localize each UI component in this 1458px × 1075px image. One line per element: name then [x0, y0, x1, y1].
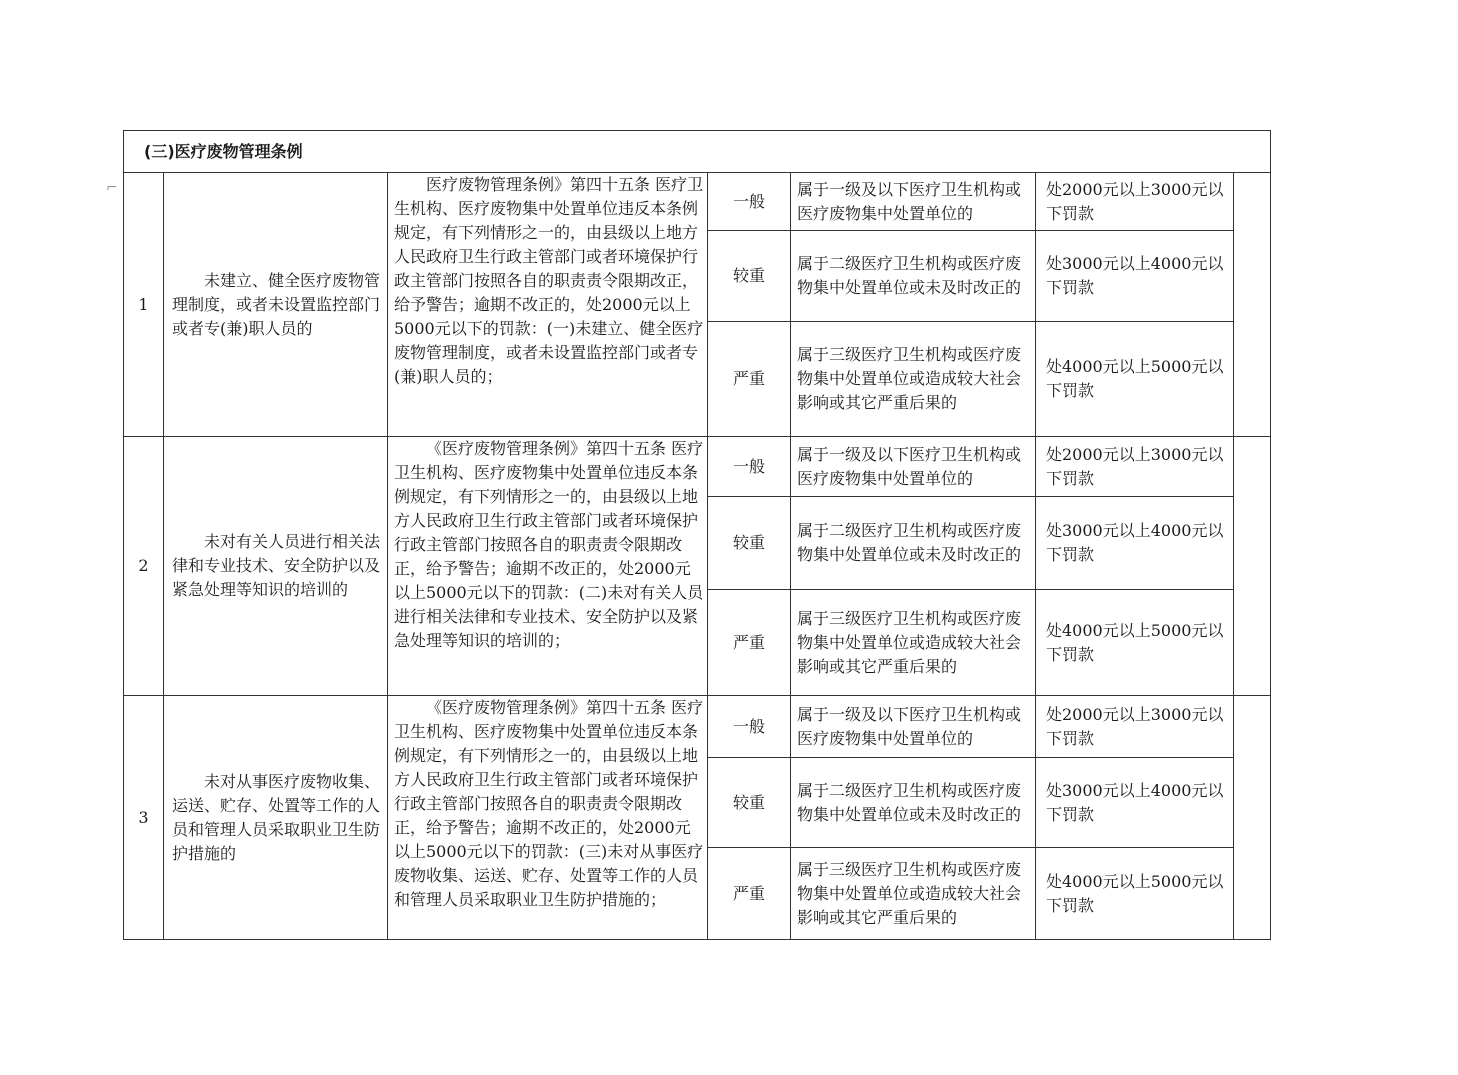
table-row — [124, 437, 1271, 497]
row-number: 1 — [124, 173, 164, 437]
remarks-cell — [1234, 437, 1271, 696]
severity-condition: 属于一级及以下医疗卫生机构或医疗废物集中处置单位的 — [791, 696, 1036, 758]
penalty-standard: 处2000元以上3000元以下罚款 — [1036, 437, 1234, 497]
penalty-standards-table — [123, 130, 1271, 940]
penalty-standard: 处2000元以上3000元以下罚款 — [1036, 696, 1234, 758]
severity-condition: 属于二级医疗卫生机构或医疗废物集中处置单位或未及时改正的 — [791, 497, 1036, 590]
remarks-cell — [1234, 696, 1271, 940]
section-header-row — [124, 131, 1271, 173]
table-row — [124, 696, 1271, 758]
severity-level: 严重 — [708, 848, 791, 940]
severity-level: 一般 — [708, 173, 791, 231]
margin-mark-icon: ⌐ — [106, 180, 118, 196]
severity-level: 较重 — [708, 497, 791, 590]
severity-level: 一般 — [708, 696, 791, 758]
legal-basis: 《医疗废物管理条例》第四十五条 医疗卫生机构、医疗废物集中处置单位违反本条例规定，有下列情形之一的，由县级以上地方人民政府卫生行政主管部门或者环境保护行政主管部门按照各自的职责责令限期改正，给予警告；逾期不改正的，处2000元以上5000元以下的罚款：(二)未对有关人员进行相关法律和专业技术、安全防护以及紧急处理等知识的培训的； — [388, 437, 708, 696]
violation-behavior: 未对从事医疗废物收集、运送、贮存、处置等工作的人员和管理人员采取职业卫生防护措施的 — [164, 696, 388, 940]
row-number: 2 — [124, 437, 164, 696]
severity-level: 一般 — [708, 437, 791, 497]
row-number: 3 — [124, 696, 164, 940]
severity-level: 较重 — [708, 758, 791, 848]
penalty-standard: 处3000元以上4000元以下罚款 — [1036, 497, 1234, 590]
violation-behavior: 未对有关人员进行相关法律和专业技术、安全防护以及紧急处理等知识的培训的 — [164, 437, 388, 696]
table-row — [124, 173, 1271, 231]
penalty-standard: 处2000元以上3000元以下罚款 — [1036, 173, 1234, 231]
severity-level: 较重 — [708, 231, 791, 322]
severity-condition: 属于三级医疗卫生机构或医疗废物集中处置单位或造成较大社会影响或其它严重后果的 — [791, 590, 1036, 696]
severity-condition: 属于一级及以下医疗卫生机构或医疗废物集中处置单位的 — [791, 173, 1036, 231]
severity-condition: 属于二级医疗卫生机构或医疗废物集中处置单位或未及时改正的 — [791, 758, 1036, 848]
penalty-standard: 处4000元以上5000元以下罚款 — [1036, 848, 1234, 940]
severity-condition: 属于三级医疗卫生机构或医疗废物集中处置单位或造成较大社会影响或其它严重后果的 — [791, 848, 1036, 940]
severity-condition: 属于二级医疗卫生机构或医疗废物集中处置单位或未及时改正的 — [791, 231, 1036, 322]
penalty-standard: 处3000元以上4000元以下罚款 — [1036, 758, 1234, 848]
violation-behavior: 未建立、健全医疗废物管理制度，或者未设置监控部门或者专(兼)职人员的 — [164, 173, 388, 437]
severity-condition: 属于一级及以下医疗卫生机构或医疗废物集中处置单位的 — [791, 437, 1036, 497]
severity-level: 严重 — [708, 590, 791, 696]
severity-condition: 属于三级医疗卫生机构或医疗废物集中处置单位或造成较大社会影响或其它严重后果的 — [791, 322, 1036, 437]
penalty-standard: 处4000元以上5000元以下罚款 — [1036, 322, 1234, 437]
legal-basis: 医疗废物管理条例》第四十五条 医疗卫生机构、医疗废物集中处置单位违反本条例规定，有下列情形之一的，由县级以上地方人民政府卫生行政主管部门或者环境保护行政主管部门按照各自的职责责令限期改正，给予警告；逾期不改正的，处2000元以上5000元以下的罚款：(一)未建立、健全医疗废物管理制度，或者未设置监控部门或者专(兼)职人员的； — [388, 173, 708, 437]
remarks-cell — [1234, 173, 1271, 437]
legal-basis: 《医疗废物管理条例》第四十五条 医疗卫生机构、医疗废物集中处置单位违反本条例规定，有下列情形之一的，由县级以上地方人民政府卫生行政主管部门或者环境保护行政主管部门按照各自的职责责令限期改正，给予警告；逾期不改正的，处2000元以上5000元以下的罚款：(三)未对从事医疗废物收集、运送、贮存、处置等工作的人员和管理人员采取职业卫生防护措施的； — [388, 696, 708, 940]
penalty-standard: 处4000元以上5000元以下罚款 — [1036, 590, 1234, 696]
penalty-standard: 处3000元以上4000元以下罚款 — [1036, 231, 1234, 322]
section-title: (三)医疗废物管理条例 — [124, 131, 1271, 173]
severity-level: 严重 — [708, 322, 791, 437]
